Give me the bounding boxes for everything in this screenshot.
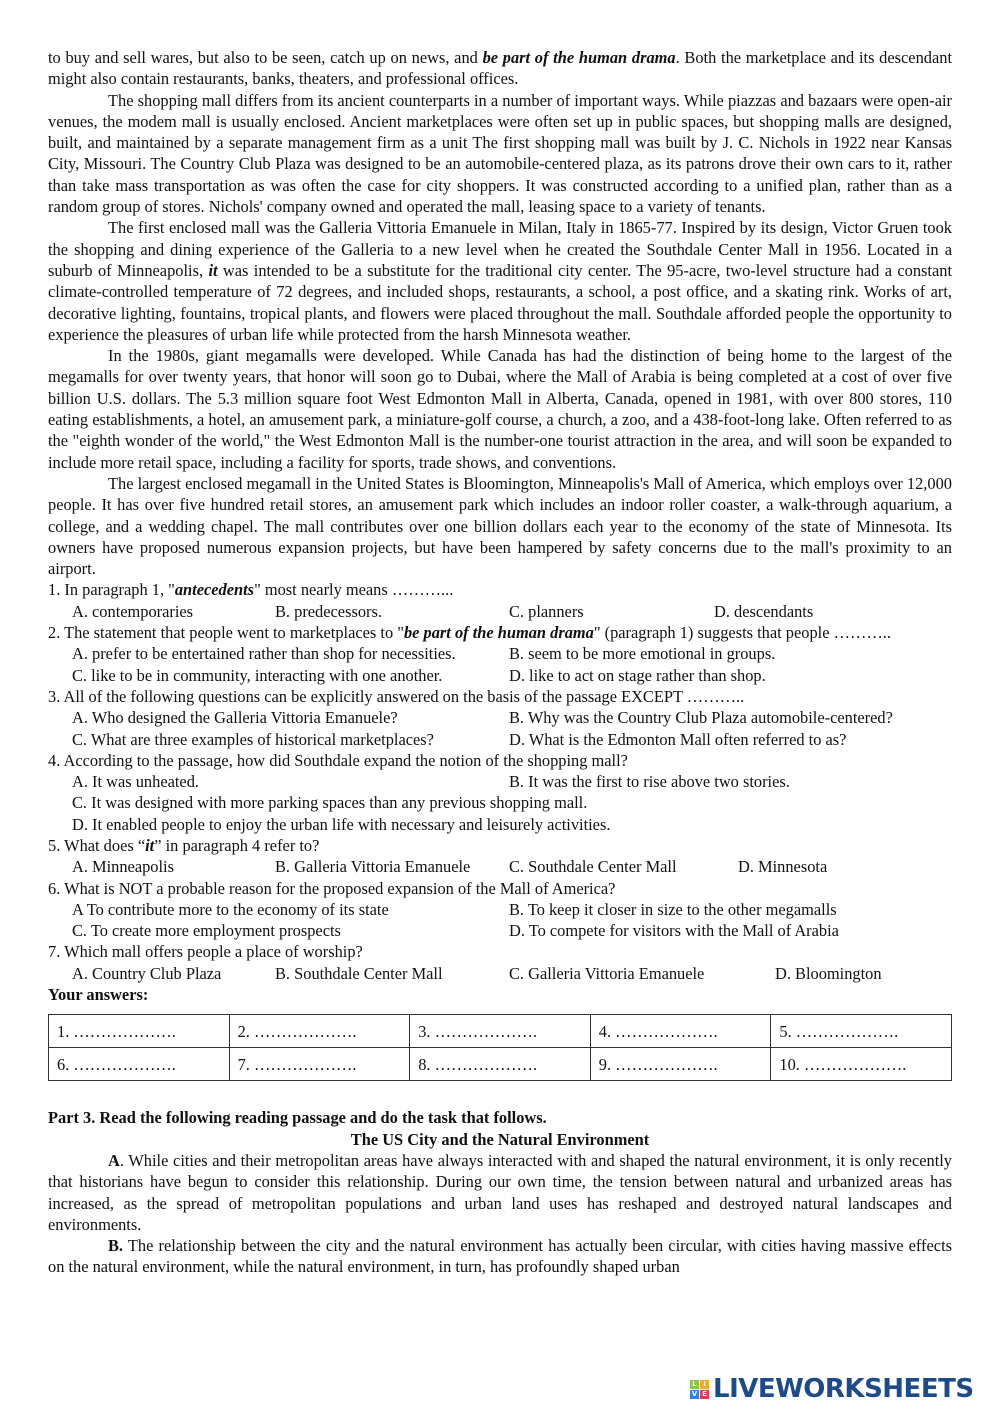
option-row	[48, 771, 952, 792]
part3-paragraph	[48, 1150, 952, 1235]
passage-paragraph	[48, 47, 952, 90]
question-stem	[48, 686, 952, 707]
answer-option[interactable]: B. It was the first to rise above two stories.	[509, 772, 790, 792]
answer-cell[interactable]: 7. ……………….	[229, 1048, 410, 1081]
answer-option[interactable]: C. It was designed with more parking spaces than any previous shopping mall.	[72, 793, 588, 813]
answer-cell[interactable]: 1. ……………….	[49, 1015, 230, 1048]
question-item	[48, 622, 952, 686]
answer-option[interactable]: C. Galleria Vittoria Emanuele	[509, 963, 705, 983]
question-stem	[48, 835, 952, 856]
text-segment: 2. The statement that people went to marketplaces to "	[48, 623, 404, 643]
text-segment: it	[145, 835, 155, 855]
answer-cell[interactable]: 3. ……………….	[410, 1015, 591, 1048]
text-segment: The first enclosed mall was the Galleria Vittoria Emanuele in Milan, Italy in 1865-77. Inspired by its design, Victor Gruen took the shopping and dining experience of the Galleria to a new level when he created the Southdale Center Mall in 1956. Located in a suburb of Minneapolis,	[48, 218, 952, 280]
answer-cell[interactable]: 8. ……………….	[410, 1048, 591, 1081]
answer-option[interactable]: D. Minnesota	[738, 857, 828, 877]
option-row	[48, 963, 952, 984]
option-row	[48, 643, 952, 664]
option-row	[48, 792, 952, 813]
answer-option[interactable]: B. Why was the Country Club Plaza automobile-centered?	[509, 708, 893, 728]
answer-option[interactable]: D. descendants	[714, 601, 814, 621]
question-stem	[48, 579, 952, 600]
text-segment: . Both the marketplace and its descendant might also contain restaurants, banks, theaters, and professional offices.	[48, 48, 952, 89]
answer-option[interactable]: B. Galleria Vittoria Emanuele	[275, 857, 471, 877]
question-item	[48, 941, 952, 984]
logo-tile: L	[690, 1380, 699, 1389]
answer-row	[49, 1048, 952, 1081]
question-item	[48, 750, 952, 835]
answer-table	[48, 1014, 952, 1081]
option-row	[48, 601, 952, 622]
answer-option[interactable]: C. What are three examples of historical marketplaces?	[72, 729, 434, 749]
answer-option[interactable]: C. planners	[509, 601, 584, 621]
question-item	[48, 686, 952, 750]
question-item	[48, 579, 952, 622]
paragraph-label: A	[108, 1150, 120, 1170]
text-segment: " most nearly means ………...	[254, 580, 454, 600]
text-segment: antecedents	[174, 580, 255, 600]
answer-option[interactable]: D. Bloomington	[775, 963, 882, 983]
text-segment: ” in paragraph 4 refer to?	[154, 835, 320, 855]
text-segment: 6. What is NOT a probable reason for the proposed expansion of the Mall of America?	[48, 878, 616, 898]
text-segment: " (paragraph 1) suggests that people ………..	[593, 623, 891, 643]
answer-cell[interactable]: 10. ……………….	[771, 1048, 952, 1081]
answer-option[interactable]: A. It was unheated.	[72, 772, 199, 792]
answer-cell[interactable]: 6. ……………….	[49, 1048, 230, 1081]
reading-passage	[48, 47, 952, 579]
answer-option[interactable]: B. To keep it closer in size to the other megamalls	[509, 899, 837, 919]
option-row	[48, 856, 952, 877]
text-segment: 3. All of the following questions can be explicitly answered on the basis of the passage EXCEPT ………..	[48, 686, 745, 706]
answers-label: Your answers:	[48, 985, 149, 1005]
text-segment: was intended to be a substitute for the traditional city center. The 95-acre, two-level structure had a constant climate-controlled temperature of 72 degrees, and included shops, restaurants, a school, a post office, and a skating rink. Works of art, decorative lighting, fountains, tropical plants, and flowers were placed throughout the mall. Southdale afforded people the opportunity to experience the pleasures of urban life while protected from the harsh Minnesota weather.	[48, 260, 952, 344]
question-item	[48, 878, 952, 942]
passage-paragraph	[48, 90, 952, 218]
part3-paragraph	[48, 1235, 952, 1278]
text-segment: 1. In paragraph 1, "	[48, 580, 175, 600]
text-segment: In the 1980s, giant megamalls were developed. While Canada has had the distinction of being home to the largest of the megamalls for over twenty years, that honor will soon go to Dubai, where the Mall of Arabia is being completed at a cost of over five billion U.S. dollars. The 5.3 million square foot West Edmonton Mall in Alberta, Canada, opened in 1981, with over 800 stores, 110 eating establishments, a hotel, an amusement park, a miniature-golf course, a church, a zoo, and a 438-foot-long lake. Often referred to as the "eighth wonder of the world," the West Edmonton Mall is the number-one tourist attraction in the area, and will soon be expanded to include more retail space, including a facility for sports, trade shows, and conventions.	[48, 346, 952, 472]
answer-option[interactable]: D. like to act on stage rather than shop.	[509, 665, 766, 685]
answer-cell[interactable]: 5. ……………….	[771, 1015, 952, 1048]
part3-title: The US City and the Natural Environment	[350, 1129, 650, 1149]
answer-option[interactable]: A. Who designed the Galleria Vittoria Emanuele?	[72, 708, 398, 728]
question-item	[48, 835, 952, 878]
passage-paragraph	[48, 473, 952, 579]
passage-paragraph	[48, 345, 952, 473]
answer-row	[49, 1015, 952, 1048]
answer-option[interactable]: D. It enabled people to enjoy the urban life with necessary and leisurely activities.	[72, 814, 611, 834]
option-row	[48, 707, 952, 728]
answer-option[interactable]: A. contemporaries	[72, 601, 194, 621]
paragraph-text: The relationship between the city and the natural environment has actually been circular, with cities having massive effects on the natural environment, while the natural environment, in turn, has profoundly shaped urban	[48, 1236, 952, 1277]
answer-option[interactable]: A. prefer to be entertained rather than shop for necessities.	[72, 644, 456, 664]
question-stem	[48, 878, 952, 899]
logo-tile: V	[691, 1389, 698, 1398]
answer-option[interactable]: C. like to be in community, interacting with one another.	[72, 665, 443, 685]
text-segment: to buy and sell wares, but also to be seen, catch up on news, and	[48, 48, 483, 67]
text-segment: 4. According to the passage, how did Southdale expand the notion of the shopping mall?	[48, 750, 628, 770]
part3-passage	[48, 1150, 952, 1278]
answer-option[interactable]: A To contribute more to the economy of its state	[72, 899, 389, 919]
answer-option[interactable]: B. Southdale Center Mall	[275, 963, 443, 983]
option-row	[48, 729, 952, 750]
question-stem	[48, 941, 952, 962]
answer-option[interactable]: B. predecessors.	[275, 601, 382, 621]
liveworksheets-logo	[690, 1374, 974, 1404]
answer-option[interactable]: C. Southdale Center Mall	[509, 857, 677, 877]
answer-option[interactable]: A. Country Club Plaza	[72, 963, 222, 983]
part3-heading: Part 3. Read the following reading passage and do the task that follows.	[48, 1108, 547, 1128]
text-segment: 5. What does “	[48, 835, 146, 855]
logo-text: LIVEWORKSHEETS	[713, 1374, 974, 1404]
logo-tiles-icon	[690, 1380, 709, 1399]
paragraph-text: . While cities and their metropolitan areas have always interacted with and shaped the natural environment, it is only recently that historians have begun to consider this relationship. During our own time, the tension between natural and urbanized areas has increased, as the spread of metropolitan populations and urban land uses has reshaped and destroyed natural landscapes and environments.	[48, 1150, 952, 1234]
text-segment: The largest enclosed megamall in the United States is Bloomington, Minneapolis's Mall of America, which employs over 12,000 people. It has over five hundred retail stores, an amusement park which includes an indoor roller coaster, a walk-through aquarium, a college, and a wedding chapel. The mall contributes over one billion dollars each year to the economy of the state of Minnesota. Its owners have proposed numerous expansion projects, but have been hampered by safety concerns due to the mall's proximity to an airport.	[48, 473, 952, 579]
answer-option[interactable]: B. seem to be more emotional in groups.	[509, 644, 776, 664]
answer-option[interactable]: D. What is the Edmonton Mall often referred to as?	[509, 729, 847, 749]
text-segment: be part of the human drama	[403, 623, 594, 643]
question-stem	[48, 750, 952, 771]
option-row	[48, 920, 952, 941]
answer-cell[interactable]: 9. ……………….	[590, 1048, 771, 1081]
paragraph-label: B.	[108, 1236, 124, 1256]
text-segment: be part of the human drama	[482, 48, 676, 67]
answer-cell[interactable]: 2. ……………….	[229, 1015, 410, 1048]
question-list	[48, 579, 952, 984]
logo-tile: E	[700, 1390, 709, 1399]
passage-paragraph	[48, 217, 952, 345]
logo-tile: I	[700, 1380, 709, 1389]
answer-option[interactable]: A. Minneapolis	[72, 857, 174, 877]
answer-option[interactable]: D. To compete for visitors with the Mall of Arabia	[509, 921, 839, 941]
text-segment: The shopping mall differs from its ancient counterparts in a number of important ways. While piazzas and bazaars were open-air venues, the modem mall is usually enclosed. Ancient marketplaces were often set up in public spaces, but shopping malls are designed, built, and maintained by a separate management firm as a unit The first shopping mall was built by J. C. Nichols in 1922 near Kansas City, Missouri. The Country Club Plaza was designed to be an automobile-centered plaza, as its patrons drove their own cars to it, rather than take mass transportation as was often the case for city shoppers. It was constructed according to a unified plan, rather than as a random group of stores. Nichols' company owned and operated the mall, leasing space to a variety of tenants.	[48, 90, 952, 217]
option-row	[48, 814, 952, 835]
answer-cell[interactable]: 4. ……………….	[590, 1015, 771, 1048]
worksheet-page	[48, 47, 952, 1278]
option-row	[48, 665, 952, 686]
answer-option[interactable]: C. To create more employment prospects	[72, 921, 341, 941]
text-segment: 7. Which mall offers people a place of worship?	[48, 942, 363, 962]
option-row	[48, 899, 952, 920]
question-stem	[48, 622, 952, 643]
text-segment: it	[208, 260, 218, 280]
